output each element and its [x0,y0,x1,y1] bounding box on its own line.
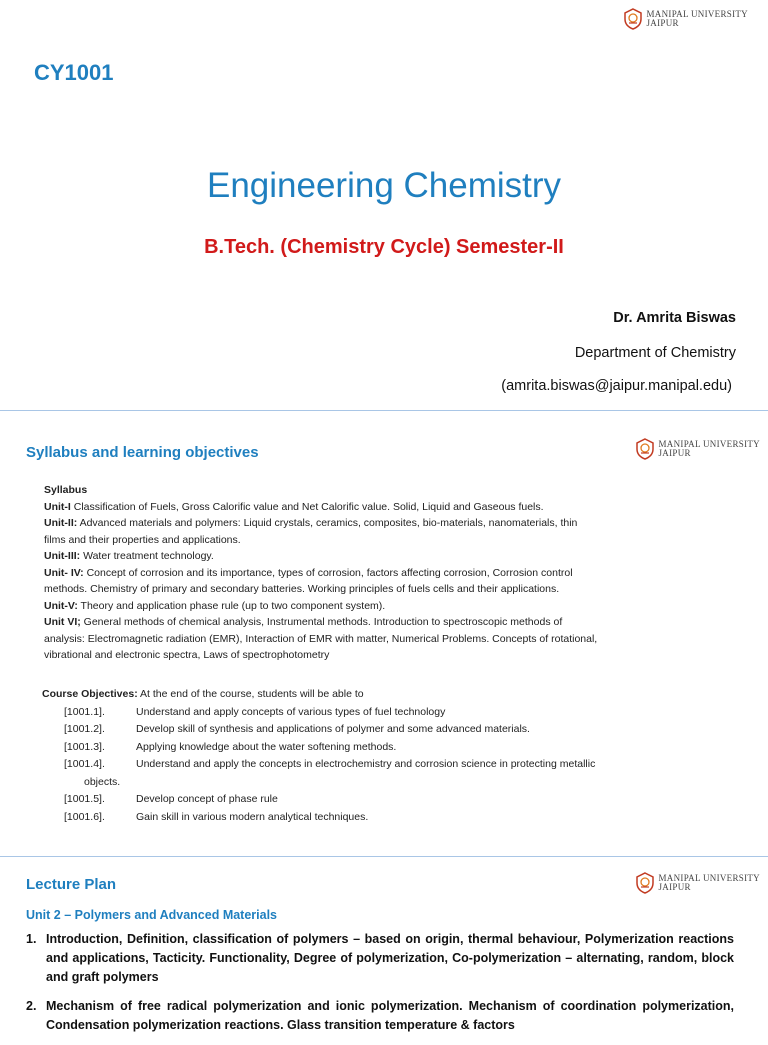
logo-text-line1: MANIPAL UNIVERSITY [658,873,760,883]
objective-item-cont: objects. [84,775,121,788]
syllabus-unit-cont: analysis: Electromagnetic radiation (EMR), Interaction of EMR with matter, Numerical Problems. Concepts of rotational, [44,632,598,645]
objective-item: [1001.3]. Applying knowledge about the water softening methods. [64,740,397,753]
slide-lecture-plan [0,866,768,1032]
university-crest-icon [623,8,643,30]
objectives-intro: At the end of the course, students will be able to [137,688,364,700]
slide-title [0,0,768,394]
logo-text-line1: MANIPAL UNIVERSITY [646,9,748,19]
objective-item: [1001.1]. Understand and apply concepts of various types of fuel technology [64,705,446,718]
logo-text-line2: JAIPUR [646,18,679,28]
syllabus-unit: Unit-I Classification of Fuels, Gross Calorific value and Net Calorific value. Solid, Liquid and Gaseous fuels. [44,500,544,513]
page-title: Engineering Chemistry [206,166,562,205]
syllabus-label: Syllabus [44,484,88,496]
course-objectives [42,686,702,826]
objective-item: [1001.6]. Gain skill in various modern analytical techniques. [64,810,369,823]
syllabus-unit: Unit-II: Advanced materials and polymers: Liquid crystals, ceramics, composites, bio-materials, nanomaterials, thin [44,517,578,529]
syllabus-unit-cont: methods. Chemistry of primary and secondary batteries. Working principles of fuels cells and their applications. [44,583,560,595]
logo-text-line1: MANIPAL UNIVERSITY [658,439,760,449]
objective-item: [1001.2]. Develop skill of synthesis and applications of polymer and some advanced materials. [64,723,530,735]
university-crest-icon [635,438,655,460]
section-heading: Syllabus and learning objectives [26,444,259,461]
university-logo [635,438,761,460]
university-crest-icon [635,872,655,894]
section-heading: Lecture Plan [26,876,117,893]
syllabus-unit-cont: vibrational and electronic spectra, Laws of spectrophotometry [44,649,330,661]
syllabus-block [44,482,704,664]
objective-item: [1001.5]. Develop concept of phase rule [64,793,278,805]
list-item: 1. Introduction, Definition, classification of polymers – based on origin, thermal behaviour, Polymerization reactions and applications, Tacticity. Functionality, Degree of polymerization, Co-polymerization – alternating, random, block and graft polymers [26,932,734,984]
author-name: Dr. Amrita Biswas [613,310,736,326]
author-email: (amrita.biswas@jaipur.manipal.edu) [501,378,732,394]
syllabus-unit: Unit-III: Water treatment technology. [44,550,214,562]
logo-text-line2: JAIPUR [658,882,691,892]
unit-title: Unit 2 – Polymers and Advanced Materials [26,908,278,922]
slide-syllabus [0,420,768,844]
syllabus-unit: Unit VI; General methods of chemical analysis, Instrumental methods. Introduction to spectroscopic methods of [44,616,563,628]
objective-item: [1001.4]. Understand and apply the concepts in electrochemistry and corrosion science in protecting metallic [64,758,596,770]
subtitle: B.Tech. (Chemistry Cycle) Semester-II [204,236,564,258]
syllabus-unit: Unit-V: Theory and application phase rule (up to two component system). [44,599,386,612]
objectives-label: Course Objectives: [42,688,138,700]
university-logo [635,872,761,894]
department: Department of Chemistry [574,345,736,361]
course-code: CY1001 [34,60,114,85]
list-item: 2. Mechanism of free radical polymerization and ionic polymerization. Mechanism of coordination polymerization, Condensation polymerization reactions. Glass transition temperature & factors [26,999,734,1032]
syllabus-unit: Unit- IV: Concept of corrosion and its importance, types of corrosion, factors affecting corrosion, Corrosion control [44,566,573,579]
slide-divider [0,410,768,411]
logo-text-line2: JAIPUR [658,448,691,458]
university-logo [623,8,749,30]
syllabus-unit-cont: films and their properties and applications. [44,533,241,546]
lecture-plan-list [26,930,734,1045]
slide-divider [0,856,768,857]
